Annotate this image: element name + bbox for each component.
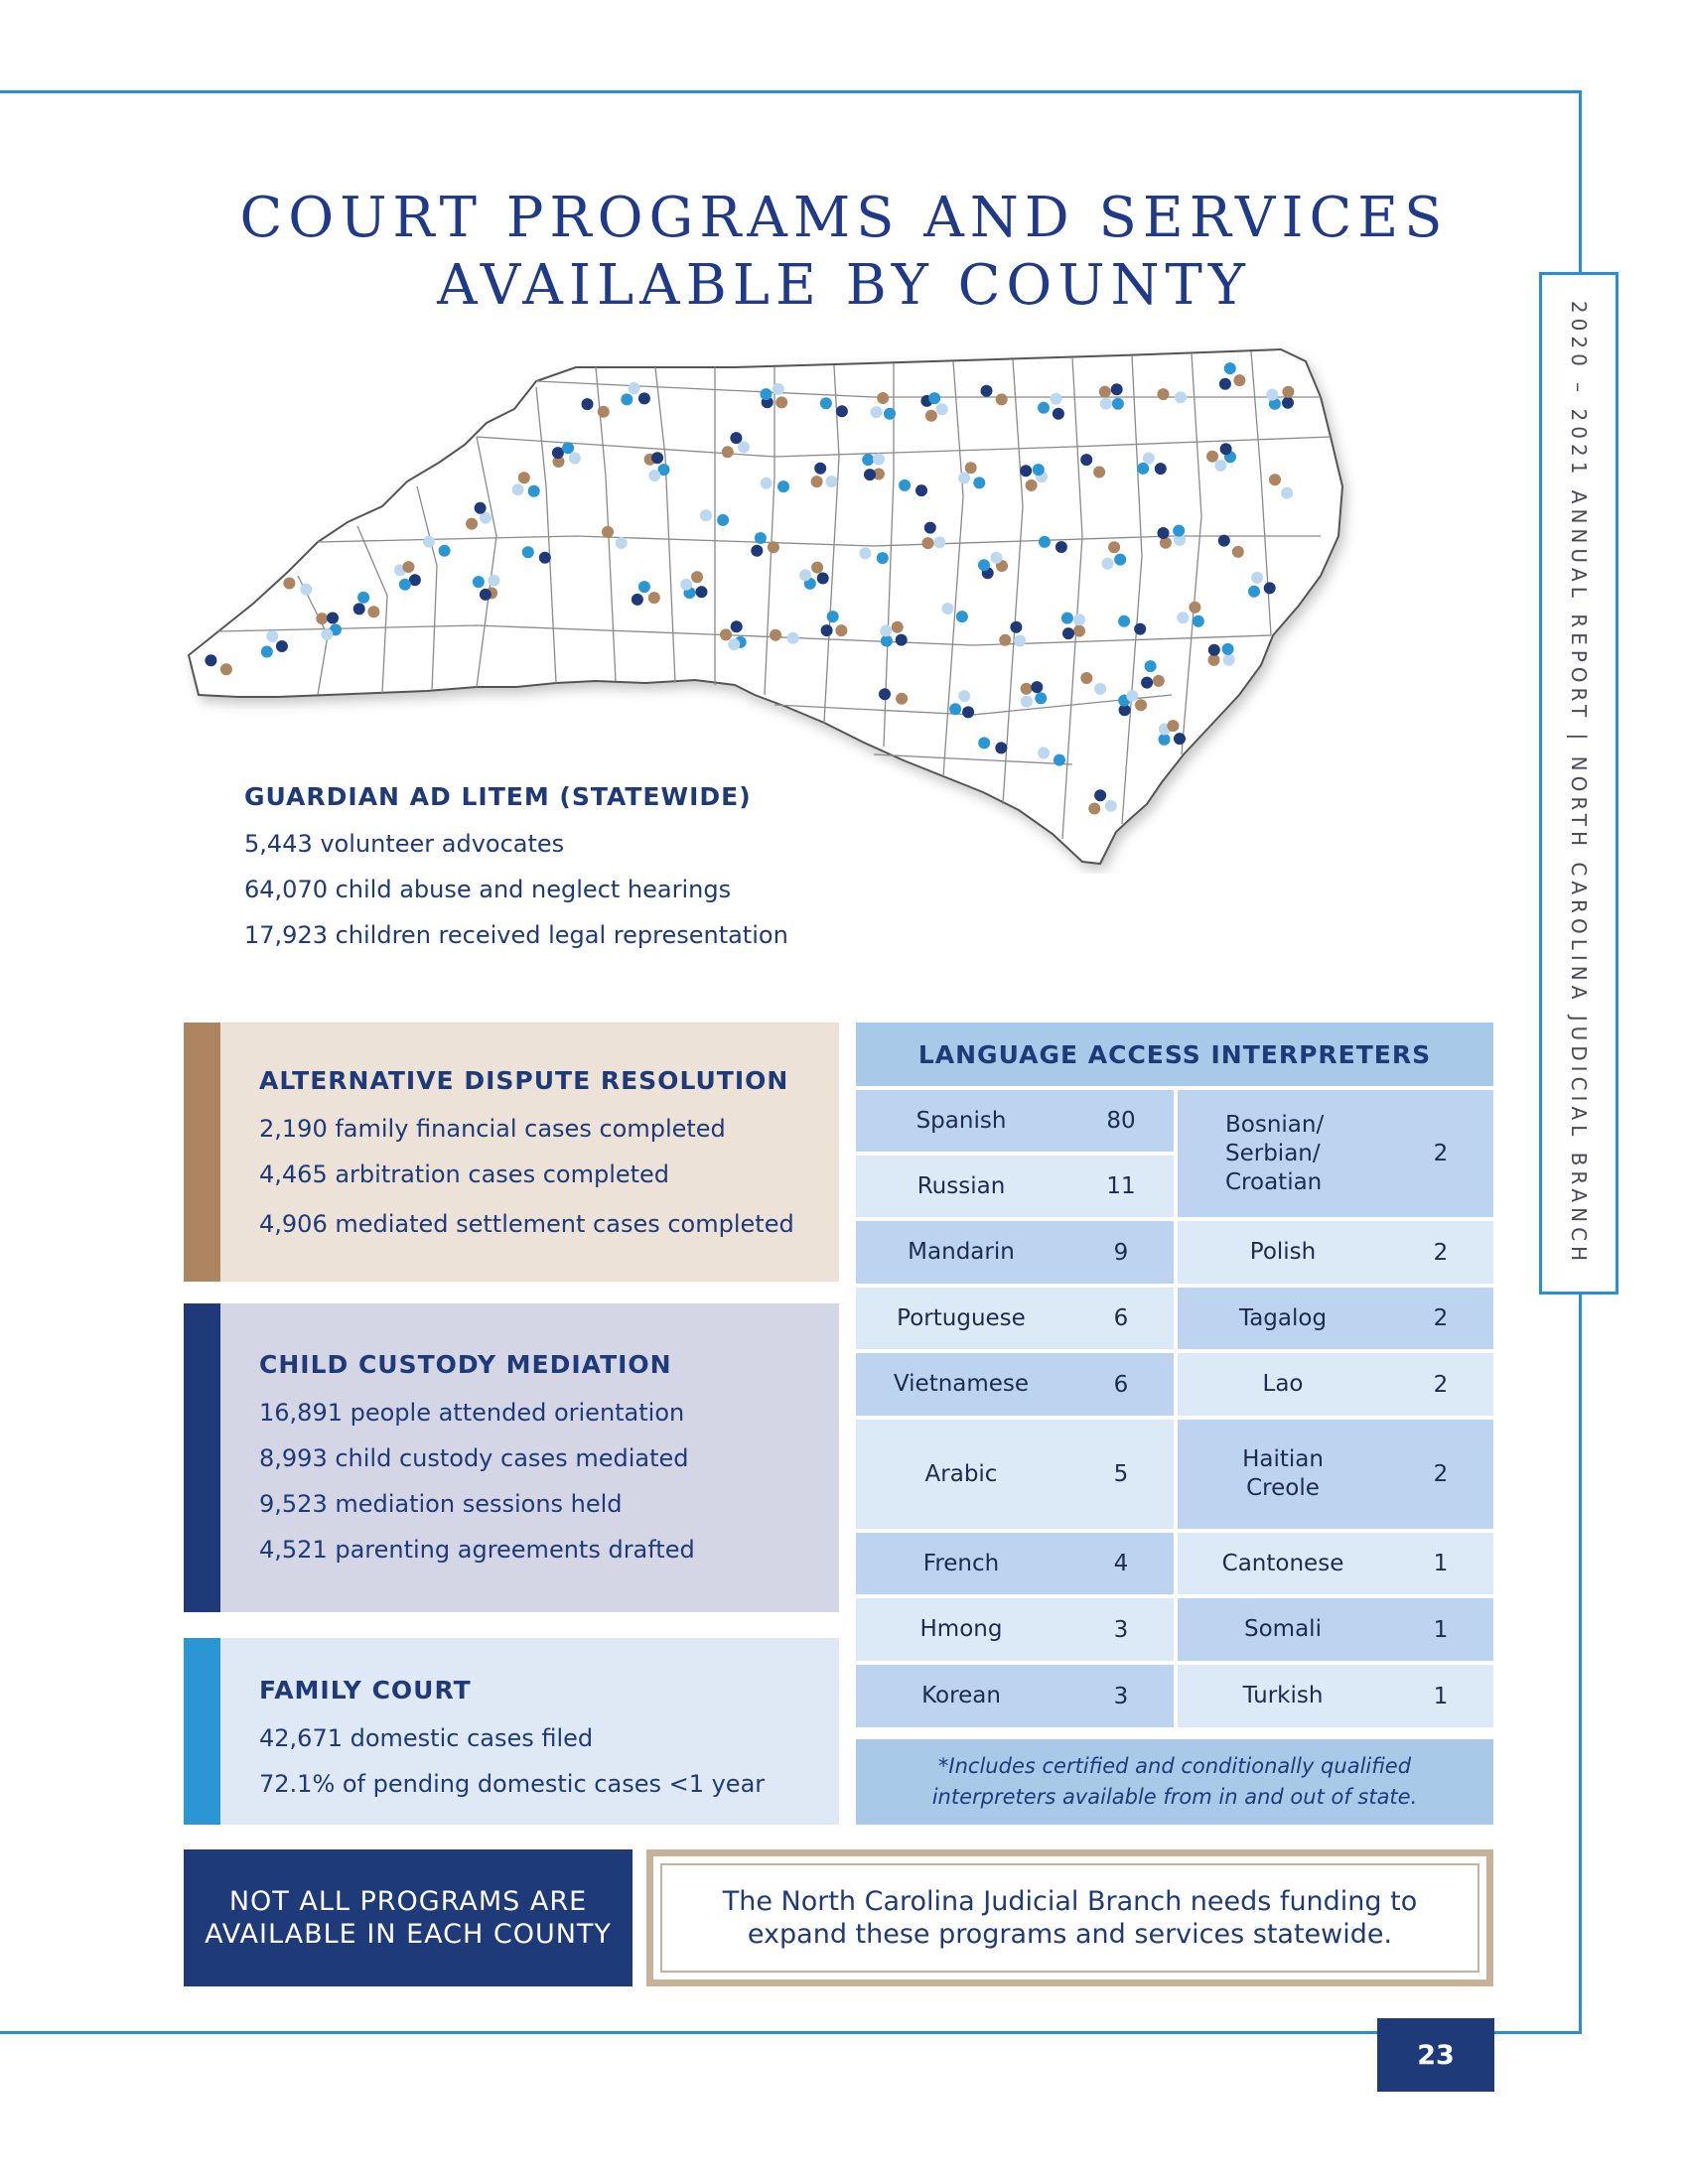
program-dot — [300, 584, 312, 596]
program-dot — [1206, 451, 1218, 463]
adr-line: 4,465 arbitration cases completed — [259, 1160, 670, 1188]
program-dot — [958, 690, 970, 702]
program-dot — [475, 502, 487, 514]
program-dot — [915, 484, 927, 496]
program-dot — [1100, 398, 1112, 410]
program-dot — [738, 441, 750, 453]
language-count: 1 — [1433, 1683, 1449, 1709]
program-dot — [877, 392, 889, 404]
program-dot — [582, 398, 594, 410]
program-dot — [367, 606, 379, 617]
language-row — [856, 1665, 1174, 1727]
program-dot — [402, 561, 414, 573]
program-dot — [357, 592, 369, 604]
language-row — [856, 1288, 1174, 1349]
program-dot — [629, 382, 640, 394]
custody-line: 8,993 child custody cases mediated — [259, 1444, 689, 1472]
program-dot — [1108, 541, 1120, 553]
adr-line: 2,190 family financial cases completed — [259, 1115, 726, 1143]
language-name: Tagalog — [1238, 1304, 1328, 1331]
not-all-programs-callout — [184, 1849, 633, 1986]
program-dot — [880, 625, 892, 637]
program-dot — [978, 559, 990, 571]
program-dot — [638, 392, 650, 404]
program-dot — [1214, 460, 1226, 472]
program-dot — [616, 537, 628, 549]
program-dot — [1010, 621, 1022, 633]
program-dot — [1158, 527, 1170, 539]
program-dot — [1114, 554, 1126, 566]
program-dot — [892, 621, 904, 633]
program-dot — [1135, 699, 1147, 711]
language-row — [856, 1353, 1174, 1416]
program-dot — [488, 575, 499, 587]
program-dot — [1054, 754, 1065, 766]
program-dot — [761, 478, 773, 489]
language-name: Korean — [921, 1683, 1001, 1708]
funding-callout-inner — [660, 1863, 1479, 1973]
program-dot — [1222, 643, 1234, 655]
language-row — [1178, 1533, 1493, 1594]
program-dot — [220, 663, 232, 675]
program-dot — [276, 640, 288, 652]
program-dot — [826, 476, 838, 487]
program-dot — [648, 592, 660, 604]
program-dot — [956, 611, 968, 622]
program-dot — [552, 447, 564, 459]
program-dot — [1088, 803, 1100, 815]
language-count: 5 — [1113, 1461, 1129, 1487]
program-dot — [1021, 683, 1033, 695]
program-dot — [978, 737, 990, 749]
language-name: Russian — [916, 1172, 1006, 1199]
program-dot — [859, 547, 871, 559]
language-name: Hmong — [919, 1616, 1003, 1642]
program-dot — [1158, 388, 1170, 400]
program-dot — [1055, 541, 1067, 553]
program-dot — [941, 603, 953, 614]
language-name: French — [922, 1550, 1000, 1576]
language-row — [856, 1420, 1174, 1529]
title-line-2: AVAILABLE BY COUNTY — [437, 253, 1251, 318]
funding-callout — [646, 1849, 1493, 1986]
program-dot — [598, 406, 610, 418]
program-dot — [1073, 625, 1085, 637]
program-dot — [717, 514, 729, 526]
program-dot — [1219, 378, 1231, 390]
language-count: 1 — [1433, 1551, 1449, 1576]
program-dot — [522, 546, 534, 558]
language-count: 2 — [1433, 1141, 1449, 1166]
language-access-table — [856, 1023, 1493, 1825]
program-dot — [827, 611, 839, 622]
program-dot — [1038, 402, 1050, 414]
program-dot — [1020, 465, 1032, 477]
program-dot — [936, 403, 948, 415]
family-court-color-bar — [184, 1638, 220, 1825]
program-dot — [480, 589, 492, 601]
program-dot — [1189, 602, 1200, 614]
language-count: 6 — [1113, 1305, 1129, 1331]
program-dot — [1021, 696, 1033, 708]
program-dot — [981, 385, 993, 397]
program-dot — [928, 392, 940, 404]
language-table-title: LANGUAGE ACCESS INTERPRETERS — [856, 1023, 1493, 1086]
program-dot — [638, 581, 650, 593]
frame-bottom-rule — [0, 2031, 1582, 2034]
program-dot — [562, 442, 574, 454]
program-dot — [1080, 672, 1092, 684]
program-dot — [884, 408, 896, 420]
program-dot — [1073, 614, 1085, 625]
language-count: 4 — [1113, 1551, 1129, 1576]
program-dot — [1264, 582, 1276, 594]
program-dot — [648, 470, 660, 481]
language-row — [1178, 1665, 1493, 1727]
program-dot — [996, 393, 1008, 405]
program-dot — [962, 706, 974, 718]
custody-color-bar — [184, 1303, 220, 1612]
program-dot — [1175, 391, 1187, 403]
program-dot — [321, 628, 333, 640]
program-dot — [1141, 677, 1153, 689]
adr-color-bar — [184, 1023, 220, 1282]
gal-title: GUARDIAN AD LITEM (STATEWIDE) — [244, 782, 752, 811]
program-dot — [1014, 635, 1026, 647]
program-dot — [473, 576, 485, 588]
program-dot — [817, 573, 829, 585]
language-row — [1178, 1221, 1493, 1284]
language-name: Cantonese — [1221, 1550, 1344, 1576]
language-name: Vietnamese — [893, 1371, 1030, 1397]
program-dot — [787, 632, 799, 644]
program-dot — [680, 579, 692, 591]
program-dot — [1282, 386, 1294, 398]
program-dot — [821, 624, 833, 636]
program-dot — [399, 579, 411, 591]
adr-title: ALTERNATIVE DISPUTE RESOLUTION — [259, 1066, 789, 1095]
program-dot — [722, 446, 734, 458]
language-row — [856, 1533, 1174, 1594]
program-dot — [1233, 374, 1245, 386]
program-dot — [777, 480, 789, 492]
program-dot — [1112, 398, 1124, 410]
language-name: Somali — [1244, 1616, 1322, 1642]
program-dot — [621, 393, 633, 405]
program-dot — [1126, 690, 1138, 702]
language-name: Haitian Creole — [1242, 1446, 1324, 1501]
language-count: 3 — [1113, 1683, 1129, 1709]
program-dot — [862, 454, 874, 466]
program-dot — [799, 569, 811, 581]
program-dot — [761, 388, 773, 400]
language-row — [1178, 1288, 1493, 1349]
program-dot — [518, 472, 530, 483]
program-dot — [1224, 362, 1236, 374]
program-dot — [873, 454, 885, 466]
language-count: 80 — [1106, 1108, 1136, 1134]
program-dot — [1035, 692, 1047, 704]
program-dot — [1251, 572, 1263, 584]
program-dot — [864, 469, 876, 480]
program-dot — [1159, 734, 1171, 746]
family-court-line: 42,671 domestic cases filed — [259, 1724, 594, 1752]
program-dot — [877, 552, 889, 564]
program-dot — [1155, 463, 1167, 475]
custody-line: 9,523 mediation sessions held — [259, 1490, 623, 1518]
program-dot — [751, 545, 763, 557]
language-row — [856, 1090, 1174, 1152]
program-dot — [922, 537, 934, 549]
program-dot — [1167, 720, 1179, 732]
program-dot — [958, 472, 970, 483]
program-dot — [770, 629, 781, 641]
program-dot — [896, 634, 908, 646]
guardian-ad-litem-block — [244, 782, 939, 958]
language-count: 9 — [1113, 1239, 1129, 1266]
program-dot — [1062, 627, 1074, 639]
program-dot — [1061, 613, 1073, 624]
program-dot — [814, 463, 826, 475]
frame-top-rule — [0, 90, 1582, 93]
language-count: 2 — [1433, 1239, 1449, 1266]
language-count: 2 — [1433, 1461, 1449, 1487]
language-count: 2 — [1433, 1371, 1449, 1398]
program-dot — [528, 485, 540, 497]
program-dot — [899, 479, 911, 491]
program-dot — [731, 620, 743, 632]
program-dot — [1145, 660, 1157, 672]
program-dot — [811, 562, 823, 574]
program-dot — [1105, 800, 1117, 812]
program-dot — [728, 638, 740, 650]
program-dot — [1111, 383, 1123, 395]
program-dot — [1051, 393, 1062, 405]
program-dot — [1033, 464, 1045, 476]
program-dot — [755, 532, 767, 544]
not-all-programs-text: NOT ALL PROGRAMS ARE AVAILABLE IN EACH COUNTY — [205, 1886, 612, 1950]
program-dot — [1266, 389, 1278, 401]
language-row — [856, 1156, 1174, 1217]
program-dot — [266, 630, 278, 642]
family-court-line: 72.1% of pending domestic cases <1 year — [259, 1770, 766, 1798]
program-dot — [1080, 454, 1092, 466]
program-dot — [768, 541, 779, 553]
language-row — [1178, 1090, 1493, 1217]
program-dot — [1269, 474, 1281, 485]
language-footnote — [856, 1739, 1493, 1825]
gal-line: 64,070 child abuse and neglect hearings — [244, 876, 732, 903]
language-name: Polish — [1249, 1239, 1317, 1265]
program-dot — [632, 594, 643, 606]
program-dot — [1094, 683, 1106, 695]
program-dot — [1039, 536, 1051, 548]
side-tab-text: 2020 – 2021 ANNUAL REPORT | NORTH CAROLINA JUDICIAL BRANCH — [1567, 300, 1591, 1267]
custody-line: 4,521 parenting agreements drafted — [259, 1536, 695, 1564]
program-dot — [773, 383, 784, 395]
program-dot — [261, 646, 273, 658]
adr-box — [184, 1023, 839, 1282]
program-dot — [439, 545, 451, 557]
program-dot — [1281, 487, 1293, 499]
program-dot — [283, 578, 295, 590]
language-count: 6 — [1113, 1371, 1129, 1398]
page-title — [159, 185, 1529, 320]
program-dot — [1232, 546, 1244, 558]
program-dot — [466, 518, 478, 530]
funding-text: The North Carolina Judicial Branch needs funding to expand these programs and services statewide. — [722, 1886, 1418, 1950]
language-count: 2 — [1433, 1305, 1449, 1331]
language-count: 11 — [1106, 1173, 1136, 1199]
family-court-title: FAMILY COURT — [259, 1676, 472, 1705]
program-dot — [730, 432, 742, 444]
program-dot — [973, 477, 985, 488]
program-dot — [871, 406, 883, 418]
program-dot — [691, 571, 703, 583]
program-dot — [569, 453, 581, 465]
side-tab — [1539, 272, 1618, 1295]
program-dot — [775, 396, 787, 408]
program-dot — [423, 536, 435, 548]
program-dot — [924, 522, 936, 534]
program-dot — [933, 536, 945, 548]
language-name: Lao — [1262, 1371, 1304, 1397]
language-row — [1178, 1420, 1493, 1529]
program-dot — [879, 688, 891, 700]
program-dot — [1218, 535, 1230, 547]
language-count: 1 — [1433, 1616, 1449, 1643]
program-dot — [1208, 644, 1220, 656]
program-dot — [1031, 681, 1043, 693]
language-row — [1178, 1598, 1493, 1661]
program-dot — [1094, 789, 1106, 801]
program-dot — [1118, 615, 1130, 627]
program-dot — [811, 476, 823, 487]
language-row — [856, 1598, 1174, 1661]
program-dot — [1193, 615, 1204, 627]
title-line-1: COURT PROGRAMS AND SERVICES — [239, 186, 1449, 250]
program-dot — [539, 552, 551, 564]
program-dot — [512, 483, 524, 495]
program-dot — [696, 586, 708, 598]
program-dot — [602, 526, 614, 538]
custody-title: CHILD CUSTODY MEDIATION — [259, 1350, 672, 1379]
program-dot — [949, 703, 961, 715]
program-dot — [896, 693, 908, 705]
gal-line: 17,923 children received legal representation — [244, 921, 788, 949]
program-dot — [327, 613, 339, 624]
program-dot — [1173, 525, 1185, 537]
family-court-box — [184, 1638, 839, 1825]
language-footnote-text: *Includes certified and conditionally qualified interpreters available from in and out of state. — [931, 1754, 1418, 1809]
program-dot — [1143, 453, 1155, 465]
program-dot — [1177, 612, 1189, 623]
language-name: Bosnian/ Serbian/ Croatian — [1225, 1111, 1325, 1195]
language-row — [856, 1221, 1174, 1284]
program-dot — [651, 452, 663, 464]
language-name: Turkish — [1242, 1683, 1324, 1708]
program-dot — [720, 628, 732, 640]
language-name: Arabic — [924, 1460, 998, 1487]
program-dot — [836, 405, 848, 417]
gal-line: 5,443 volunteer advocates — [244, 830, 565, 858]
program-dot — [925, 410, 937, 422]
program-dot — [1223, 654, 1235, 666]
program-dot — [1174, 733, 1186, 745]
program-dot — [1101, 558, 1113, 570]
program-dot — [999, 634, 1011, 646]
program-dot — [1134, 623, 1146, 635]
program-dot — [820, 397, 832, 409]
program-dot — [1099, 386, 1111, 398]
program-dot — [1153, 675, 1165, 687]
program-dot — [835, 624, 847, 636]
language-name: Spanish — [915, 1107, 1007, 1134]
language-row — [1178, 1353, 1493, 1416]
program-dot — [1026, 479, 1038, 491]
program-dot — [1137, 463, 1149, 475]
program-dot — [353, 603, 365, 614]
page-number: 23 — [1377, 2018, 1494, 2092]
program-dot — [1220, 443, 1232, 455]
program-dot — [1093, 467, 1105, 478]
program-dot — [1053, 408, 1064, 420]
language-name: Mandarin — [908, 1239, 1015, 1265]
program-dot — [995, 742, 1007, 753]
custody-line: 16,891 people attended orientation — [259, 1399, 685, 1427]
program-dot — [1208, 654, 1220, 666]
program-dot — [1248, 586, 1260, 598]
program-dot — [965, 462, 977, 474]
language-name: Portuguese — [897, 1304, 1026, 1331]
program-dot — [1282, 397, 1294, 409]
program-dot — [991, 552, 1003, 564]
language-count: 3 — [1113, 1616, 1129, 1643]
adr-line: 4,906 mediated settlement cases completed — [259, 1210, 794, 1238]
program-dot — [205, 654, 216, 666]
custody-box — [184, 1303, 839, 1612]
program-dot — [316, 613, 328, 624]
program-dot — [700, 509, 712, 521]
program-dot — [1038, 748, 1050, 759]
